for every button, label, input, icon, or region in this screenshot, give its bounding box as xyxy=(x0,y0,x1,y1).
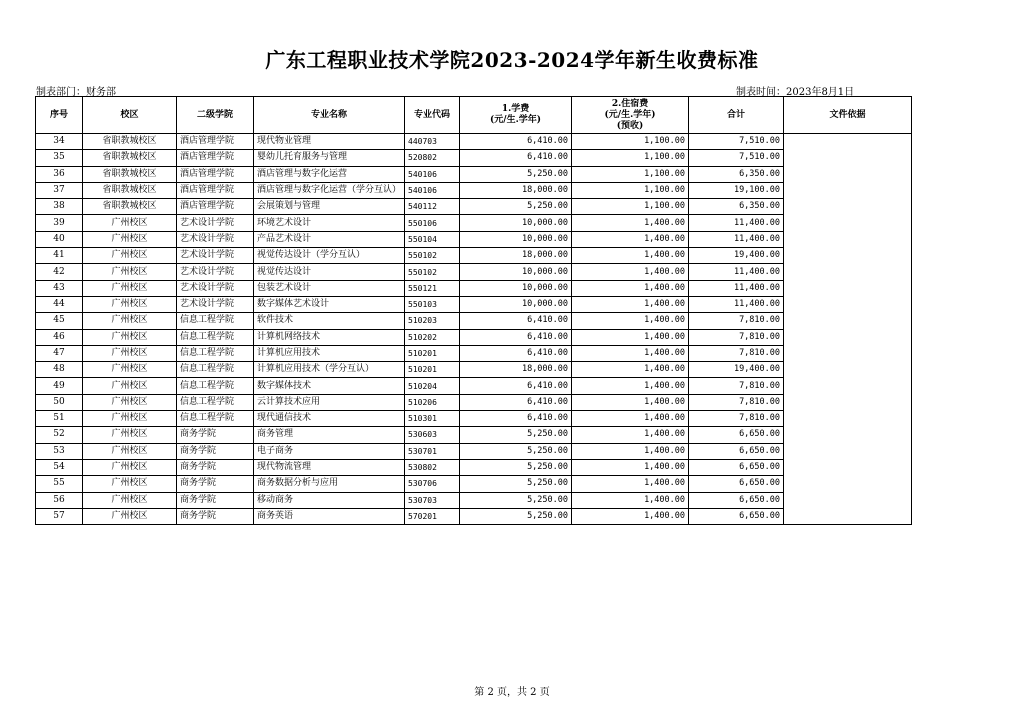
cell-seq: 34 xyxy=(36,134,83,150)
cell-seq: 36 xyxy=(36,166,83,182)
header-basis: 文件依据 xyxy=(784,97,912,134)
cell-tuition: 10,000.00 xyxy=(460,296,572,312)
cell-basis xyxy=(784,134,912,525)
cell-total: 6,650.00 xyxy=(689,459,784,475)
cell-lodging: 1,400.00 xyxy=(572,345,689,361)
cell-tuition: 6,410.00 xyxy=(460,134,572,150)
table-row xyxy=(36,459,912,475)
cell-major: 视觉传达设计（学分互认） xyxy=(254,248,405,264)
cell-total: 11,400.00 xyxy=(689,280,784,296)
cell-lodging: 1,400.00 xyxy=(572,362,689,378)
cell-major: 视觉传达设计 xyxy=(254,264,405,280)
cell-seq: 47 xyxy=(36,345,83,361)
cell-code: 530706 xyxy=(405,476,460,492)
cell-code: 550106 xyxy=(405,215,460,231)
cell-campus: 省职教城校区 xyxy=(83,182,177,198)
header-college: 二级学院 xyxy=(177,97,254,134)
cell-major: 会展策划与管理 xyxy=(254,199,405,215)
cell-college: 商务学院 xyxy=(177,459,254,475)
cell-code: 540112 xyxy=(405,199,460,215)
cell-tuition: 10,000.00 xyxy=(460,215,572,231)
cell-tuition: 6,410.00 xyxy=(460,313,572,329)
cell-seq: 39 xyxy=(36,215,83,231)
cell-major: 电子商务 xyxy=(254,443,405,459)
cell-campus: 广州校区 xyxy=(83,492,177,508)
cell-major: 商务英语 xyxy=(254,508,405,524)
cell-total: 6,650.00 xyxy=(689,476,784,492)
page-footer: 第 2 页，共 2 页 xyxy=(474,687,550,698)
table-row xyxy=(36,215,912,231)
cell-college: 商务学院 xyxy=(177,427,254,443)
header-tuition xyxy=(460,97,572,134)
cell-major: 酒店管理与数字化运营 xyxy=(254,166,405,182)
cell-code: 510206 xyxy=(405,394,460,410)
cell-code: 550103 xyxy=(405,296,460,312)
cell-lodging: 1,100.00 xyxy=(572,150,689,166)
cell-lodging: 1,400.00 xyxy=(572,280,689,296)
cell-college: 艺术设计学院 xyxy=(177,296,254,312)
cell-college: 商务学院 xyxy=(177,508,254,524)
cell-seq: 56 xyxy=(36,492,83,508)
cell-campus: 省职教城校区 xyxy=(83,150,177,166)
cell-college: 酒店管理学院 xyxy=(177,182,254,198)
header-tuition-line2: (元/生.学年) xyxy=(490,115,541,125)
cell-tuition: 5,250.00 xyxy=(460,199,572,215)
cell-major: 商务数据分析与应用 xyxy=(254,476,405,492)
cell-lodging: 1,400.00 xyxy=(572,313,689,329)
header-lodging-line2: (元/生.学年) xyxy=(604,109,656,120)
table-row xyxy=(36,508,912,524)
cell-lodging: 1,400.00 xyxy=(572,508,689,524)
table-row xyxy=(36,199,912,215)
cell-lodging: 1,400.00 xyxy=(572,492,689,508)
cell-tuition: 5,250.00 xyxy=(460,476,572,492)
table-row xyxy=(36,378,912,394)
cell-code: 510201 xyxy=(405,345,460,361)
cell-major: 包装艺术设计 xyxy=(254,280,405,296)
date-label: 制表时间：2023年8月1日 xyxy=(736,87,855,98)
cell-code: 570201 xyxy=(405,508,460,524)
header-total: 合计 xyxy=(689,97,784,134)
cell-college: 信息工程学院 xyxy=(177,362,254,378)
cell-total: 7,510.00 xyxy=(689,134,784,150)
cell-college: 商务学院 xyxy=(177,476,254,492)
header-lodging xyxy=(572,97,689,134)
cell-tuition: 5,250.00 xyxy=(460,492,572,508)
cell-total: 7,810.00 xyxy=(689,378,784,394)
cell-total: 7,810.00 xyxy=(689,313,784,329)
cell-major: 婴幼儿托育服务与管理 xyxy=(254,150,405,166)
cell-tuition: 6,410.00 xyxy=(460,150,572,166)
cell-code: 510202 xyxy=(405,329,460,345)
header-tuition-line1: 1.学费 xyxy=(501,104,530,114)
table-row xyxy=(36,248,912,264)
cell-major: 酒店管理与数字化运营（学分互认） xyxy=(254,182,405,198)
cell-seq: 54 xyxy=(36,459,83,475)
cell-code: 540106 xyxy=(405,166,460,182)
cell-lodging: 1,400.00 xyxy=(572,476,689,492)
cell-major: 产品艺术设计 xyxy=(254,231,405,247)
cell-seq: 48 xyxy=(36,362,83,378)
cell-total: 6,650.00 xyxy=(689,508,784,524)
cell-college: 信息工程学院 xyxy=(177,378,254,394)
cell-lodging: 1,400.00 xyxy=(572,264,689,280)
cell-campus: 广州校区 xyxy=(83,345,177,361)
cell-code: 550102 xyxy=(405,264,460,280)
cell-lodging: 1,100.00 xyxy=(572,134,689,150)
cell-code: 550104 xyxy=(405,231,460,247)
cell-campus: 广州校区 xyxy=(83,329,177,345)
header-lodging-line1: 2.住宿费 xyxy=(611,98,649,109)
cell-campus: 广州校区 xyxy=(83,280,177,296)
cell-total: 6,650.00 xyxy=(689,427,784,443)
cell-college: 信息工程学院 xyxy=(177,329,254,345)
table-row xyxy=(36,134,912,150)
cell-campus: 广州校区 xyxy=(83,215,177,231)
cell-seq: 49 xyxy=(36,378,83,394)
cell-major: 计算机网络技术 xyxy=(254,329,405,345)
cell-campus: 广州校区 xyxy=(83,296,177,312)
cell-total: 7,510.00 xyxy=(689,150,784,166)
cell-seq: 57 xyxy=(36,508,83,524)
cell-major: 计算机应用技术（学分互认） xyxy=(254,362,405,378)
table-row xyxy=(36,182,912,198)
table-row xyxy=(36,264,912,280)
table-body xyxy=(36,134,912,525)
cell-tuition: 18,000.00 xyxy=(460,248,572,264)
table-row xyxy=(36,362,912,378)
cell-lodging: 1,400.00 xyxy=(572,329,689,345)
cell-lodging: 1,400.00 xyxy=(572,394,689,410)
cell-seq: 37 xyxy=(36,182,83,198)
header-campus: 校区 xyxy=(83,97,177,134)
cell-total: 6,650.00 xyxy=(689,492,784,508)
cell-tuition: 5,250.00 xyxy=(460,427,572,443)
cell-seq: 50 xyxy=(36,394,83,410)
cell-seq: 52 xyxy=(36,427,83,443)
table-row xyxy=(36,443,912,459)
cell-major: 现代物流管理 xyxy=(254,459,405,475)
cell-tuition: 18,000.00 xyxy=(460,362,572,378)
cell-major: 软件技术 xyxy=(254,313,405,329)
cell-campus: 广州校区 xyxy=(83,476,177,492)
cell-campus: 省职教城校区 xyxy=(83,199,177,215)
cell-total: 19,400.00 xyxy=(689,362,784,378)
cell-tuition: 6,410.00 xyxy=(460,378,572,394)
cell-campus: 广州校区 xyxy=(83,443,177,459)
cell-campus: 广州校区 xyxy=(83,264,177,280)
cell-code: 510204 xyxy=(405,378,460,394)
cell-total: 6,350.00 xyxy=(689,166,784,182)
cell-lodging: 1,400.00 xyxy=(572,459,689,475)
cell-code: 550102 xyxy=(405,248,460,264)
cell-code: 510301 xyxy=(405,411,460,427)
cell-major: 数字媒体技术 xyxy=(254,378,405,394)
cell-tuition: 5,250.00 xyxy=(460,443,572,459)
fee-table xyxy=(35,96,912,525)
cell-tuition: 5,250.00 xyxy=(460,459,572,475)
table-row xyxy=(36,313,912,329)
cell-campus: 省职教城校区 xyxy=(83,166,177,182)
cell-code: 440703 xyxy=(405,134,460,150)
cell-total: 11,400.00 xyxy=(689,264,784,280)
cell-major: 现代物业管理 xyxy=(254,134,405,150)
cell-campus: 广州校区 xyxy=(83,394,177,410)
cell-total: 19,100.00 xyxy=(689,182,784,198)
cell-code: 530802 xyxy=(405,459,460,475)
cell-lodging: 1,400.00 xyxy=(572,378,689,394)
cell-seq: 44 xyxy=(36,296,83,312)
table-row xyxy=(36,231,912,247)
cell-total: 7,810.00 xyxy=(689,411,784,427)
cell-lodging: 1,400.00 xyxy=(572,427,689,443)
table-row xyxy=(36,150,912,166)
cell-college: 酒店管理学院 xyxy=(177,199,254,215)
table-row xyxy=(36,492,912,508)
cell-code: 530603 xyxy=(405,427,460,443)
cell-tuition: 5,250.00 xyxy=(460,166,572,182)
cell-lodging: 1,100.00 xyxy=(572,166,689,182)
cell-college: 艺术设计学院 xyxy=(177,264,254,280)
cell-code: 510203 xyxy=(405,313,460,329)
cell-major: 云计算技术应用 xyxy=(254,394,405,410)
table-header xyxy=(36,97,912,134)
cell-tuition: 10,000.00 xyxy=(460,264,572,280)
cell-lodging: 1,100.00 xyxy=(572,199,689,215)
cell-college: 酒店管理学院 xyxy=(177,150,254,166)
table-row xyxy=(36,345,912,361)
cell-tuition: 5,250.00 xyxy=(460,508,572,524)
cell-lodging: 1,400.00 xyxy=(572,215,689,231)
cell-total: 6,350.00 xyxy=(689,199,784,215)
cell-total: 11,400.00 xyxy=(689,215,784,231)
header-lodging-line3: (预收) xyxy=(616,120,644,131)
cell-tuition: 10,000.00 xyxy=(460,280,572,296)
cell-college: 艺术设计学院 xyxy=(177,248,254,264)
header-seq: 序号 xyxy=(36,97,83,134)
cell-campus: 广州校区 xyxy=(83,508,177,524)
cell-major: 现代通信技术 xyxy=(254,411,405,427)
cell-lodging: 1,400.00 xyxy=(572,296,689,312)
cell-lodging: 1,400.00 xyxy=(572,248,689,264)
cell-college: 信息工程学院 xyxy=(177,345,254,361)
cell-campus: 广州校区 xyxy=(83,427,177,443)
cell-college: 艺术设计学院 xyxy=(177,231,254,247)
cell-major: 移动商务 xyxy=(254,492,405,508)
cell-seq: 43 xyxy=(36,280,83,296)
cell-campus: 广州校区 xyxy=(83,313,177,329)
cell-campus: 广州校区 xyxy=(83,248,177,264)
cell-college: 艺术设计学院 xyxy=(177,280,254,296)
cell-seq: 41 xyxy=(36,248,83,264)
table-row xyxy=(36,394,912,410)
cell-tuition: 6,410.00 xyxy=(460,411,572,427)
cell-seq: 35 xyxy=(36,150,83,166)
table-row xyxy=(36,427,912,443)
cell-seq: 42 xyxy=(36,264,83,280)
cell-total: 6,650.00 xyxy=(689,443,784,459)
cell-major: 数字媒体艺术设计 xyxy=(254,296,405,312)
cell-tuition: 18,000.00 xyxy=(460,182,572,198)
cell-seq: 46 xyxy=(36,329,83,345)
cell-major: 环境艺术设计 xyxy=(254,215,405,231)
cell-seq: 55 xyxy=(36,476,83,492)
cell-code: 530703 xyxy=(405,492,460,508)
cell-tuition: 6,410.00 xyxy=(460,329,572,345)
header-major: 专业名称 xyxy=(254,97,405,134)
cell-lodging: 1,400.00 xyxy=(572,443,689,459)
cell-seq: 40 xyxy=(36,231,83,247)
cell-total: 7,810.00 xyxy=(689,345,784,361)
cell-total: 11,400.00 xyxy=(689,296,784,312)
table-row xyxy=(36,329,912,345)
cell-major: 计算机应用技术 xyxy=(254,345,405,361)
cell-college: 信息工程学院 xyxy=(177,411,254,427)
cell-college: 商务学院 xyxy=(177,443,254,459)
cell-campus: 广州校区 xyxy=(83,459,177,475)
cell-campus: 广州校区 xyxy=(83,231,177,247)
cell-major: 商务管理 xyxy=(254,427,405,443)
cell-tuition: 6,410.00 xyxy=(460,345,572,361)
cell-lodging: 1,100.00 xyxy=(572,182,689,198)
table-row xyxy=(36,280,912,296)
cell-college: 酒店管理学院 xyxy=(177,166,254,182)
cell-total: 11,400.00 xyxy=(689,231,784,247)
cell-campus: 广州校区 xyxy=(83,362,177,378)
cell-code: 530701 xyxy=(405,443,460,459)
cell-seq: 51 xyxy=(36,411,83,427)
cell-lodging: 1,400.00 xyxy=(572,411,689,427)
header-code: 专业代码 xyxy=(405,97,460,134)
cell-college: 酒店管理学院 xyxy=(177,134,254,150)
cell-lodging: 1,400.00 xyxy=(572,231,689,247)
cell-tuition: 10,000.00 xyxy=(460,231,572,247)
table-row xyxy=(36,166,912,182)
cell-code: 510201 xyxy=(405,362,460,378)
cell-campus: 广州校区 xyxy=(83,378,177,394)
cell-code: 540106 xyxy=(405,182,460,198)
department-label: 制表部门：财务部 xyxy=(36,87,116,98)
cell-campus: 省职教城校区 xyxy=(83,134,177,150)
cell-total: 7,810.00 xyxy=(689,394,784,410)
cell-college: 艺术设计学院 xyxy=(177,215,254,231)
cell-code: 520802 xyxy=(405,150,460,166)
cell-seq: 53 xyxy=(36,443,83,459)
cell-seq: 38 xyxy=(36,199,83,215)
cell-tuition: 6,410.00 xyxy=(460,394,572,410)
cell-total: 19,400.00 xyxy=(689,248,784,264)
page-title: 广东工程职业技术学院2023-2024学年新生收费标准 xyxy=(265,48,759,72)
cell-campus: 广州校区 xyxy=(83,411,177,427)
table-row xyxy=(36,476,912,492)
cell-code: 550121 xyxy=(405,280,460,296)
table-row xyxy=(36,411,912,427)
cell-college: 信息工程学院 xyxy=(177,313,254,329)
table-row xyxy=(36,296,912,312)
cell-college: 信息工程学院 xyxy=(177,394,254,410)
cell-total: 7,810.00 xyxy=(689,329,784,345)
cell-college: 商务学院 xyxy=(177,492,254,508)
cell-seq: 45 xyxy=(36,313,83,329)
